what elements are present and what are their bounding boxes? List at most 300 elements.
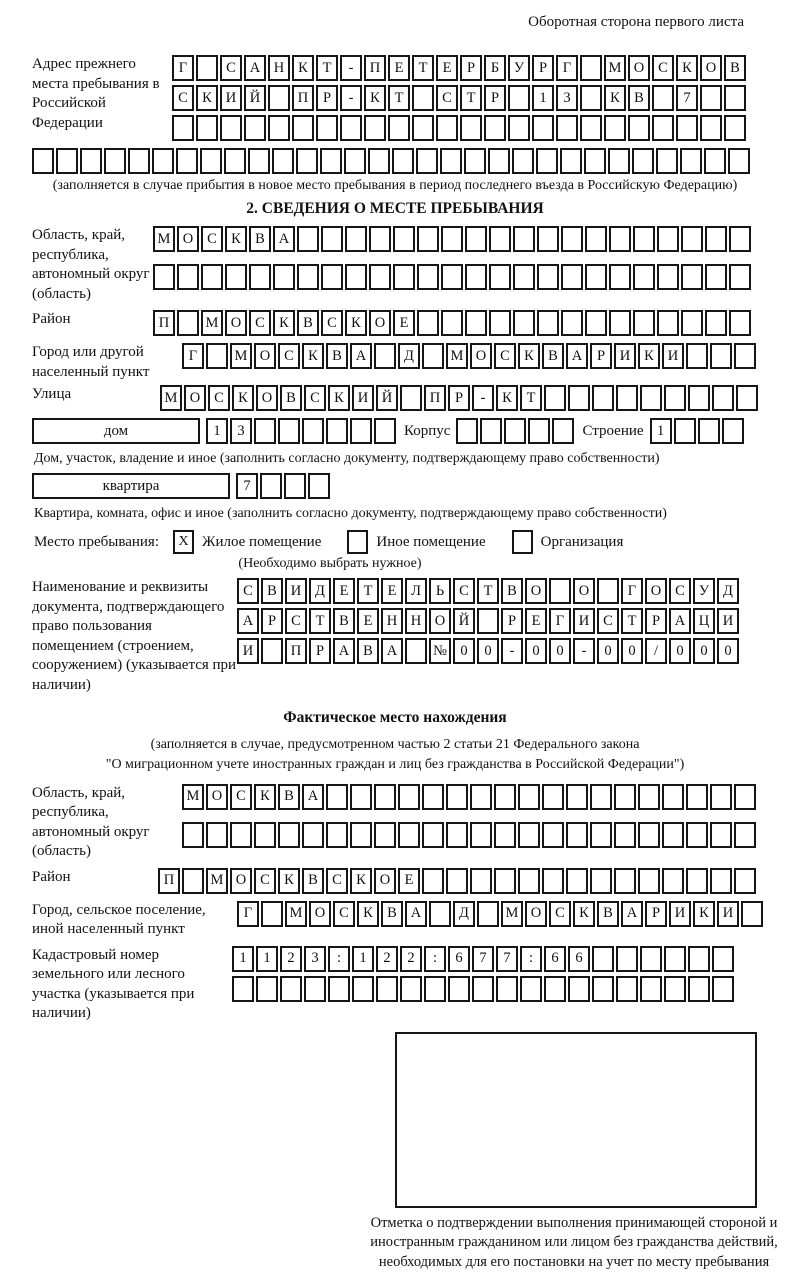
- char-box[interactable]: О: [309, 901, 331, 927]
- char-box[interactable]: [609, 310, 631, 336]
- char-box[interactable]: [494, 868, 516, 894]
- char-box[interactable]: Е: [357, 608, 379, 634]
- char-box[interactable]: К: [364, 85, 386, 111]
- char-box[interactable]: [568, 385, 590, 411]
- char-box[interactable]: [448, 976, 470, 1002]
- char-box[interactable]: [700, 115, 722, 141]
- char-box[interactable]: [686, 784, 708, 810]
- char-box[interactable]: [244, 115, 266, 141]
- char-box[interactable]: 3: [556, 85, 578, 111]
- char-box[interactable]: [729, 310, 751, 336]
- char-box[interactable]: [297, 264, 319, 290]
- char-box[interactable]: [616, 385, 638, 411]
- char-box[interactable]: [710, 343, 732, 369]
- char-box[interactable]: [710, 784, 732, 810]
- char-box[interactable]: [704, 148, 726, 174]
- char-box[interactable]: [537, 264, 559, 290]
- char-box[interactable]: [374, 784, 396, 810]
- char-box[interactable]: [196, 55, 218, 81]
- char-box[interactable]: [352, 976, 374, 1002]
- char-box[interactable]: [705, 310, 727, 336]
- char-box[interactable]: С: [436, 85, 458, 111]
- char-box[interactable]: В: [597, 901, 619, 927]
- char-box[interactable]: [712, 946, 734, 972]
- char-box[interactable]: [374, 418, 396, 444]
- char-box[interactable]: М: [230, 343, 252, 369]
- char-box[interactable]: [254, 418, 276, 444]
- char-box[interactable]: [376, 976, 398, 1002]
- char-box[interactable]: [656, 148, 678, 174]
- char-box[interactable]: Н: [268, 55, 290, 81]
- char-box[interactable]: [182, 868, 204, 894]
- char-box[interactable]: 6: [448, 946, 470, 972]
- char-box[interactable]: А: [669, 608, 691, 634]
- char-box[interactable]: [542, 784, 564, 810]
- char-box[interactable]: 7: [676, 85, 698, 111]
- char-box[interactable]: 0: [669, 638, 691, 664]
- char-box[interactable]: [350, 822, 372, 848]
- char-box[interactable]: М: [446, 343, 468, 369]
- char-box[interactable]: Е: [388, 55, 410, 81]
- char-box[interactable]: [268, 115, 290, 141]
- char-box[interactable]: 7: [496, 946, 518, 972]
- char-box[interactable]: -: [501, 638, 523, 664]
- char-box[interactable]: 2: [280, 946, 302, 972]
- char-box[interactable]: П: [158, 868, 180, 894]
- char-box[interactable]: [544, 976, 566, 1002]
- char-box[interactable]: [556, 115, 578, 141]
- char-box[interactable]: [566, 868, 588, 894]
- char-box[interactable]: А: [302, 784, 324, 810]
- char-box[interactable]: [422, 822, 444, 848]
- char-box[interactable]: [230, 822, 252, 848]
- char-box[interactable]: В: [297, 310, 319, 336]
- char-box[interactable]: Р: [484, 85, 506, 111]
- char-box[interactable]: [429, 901, 451, 927]
- char-box[interactable]: [616, 946, 638, 972]
- char-box[interactable]: К: [292, 55, 314, 81]
- char-box[interactable]: [686, 868, 708, 894]
- char-box[interactable]: [369, 226, 391, 252]
- char-box[interactable]: О: [470, 343, 492, 369]
- char-box[interactable]: [201, 264, 223, 290]
- char-box[interactable]: [729, 264, 751, 290]
- char-box[interactable]: [616, 976, 638, 1002]
- char-box[interactable]: А: [333, 638, 355, 664]
- char-box[interactable]: К: [345, 310, 367, 336]
- char-box[interactable]: [568, 976, 590, 1002]
- char-box[interactable]: [609, 264, 631, 290]
- char-box[interactable]: К: [357, 901, 379, 927]
- char-box[interactable]: [321, 226, 343, 252]
- char-box[interactable]: Т: [520, 385, 542, 411]
- char-box[interactable]: [232, 976, 254, 1002]
- char-box[interactable]: [705, 226, 727, 252]
- char-box[interactable]: [585, 310, 607, 336]
- char-box[interactable]: 6: [568, 946, 590, 972]
- char-box[interactable]: [153, 264, 175, 290]
- char-box[interactable]: [513, 310, 535, 336]
- char-box[interactable]: 0: [549, 638, 571, 664]
- char-box[interactable]: [350, 418, 372, 444]
- char-box[interactable]: [681, 264, 703, 290]
- char-box[interactable]: [340, 115, 362, 141]
- char-box[interactable]: [585, 226, 607, 252]
- char-box[interactable]: [549, 578, 571, 604]
- char-box[interactable]: [374, 822, 396, 848]
- char-box[interactable]: О: [230, 868, 252, 894]
- char-box[interactable]: [488, 148, 510, 174]
- char-box[interactable]: [412, 115, 434, 141]
- char-box[interactable]: Е: [381, 578, 403, 604]
- char-box[interactable]: [712, 976, 734, 1002]
- char-box[interactable]: 0: [717, 638, 739, 664]
- char-box[interactable]: [664, 385, 686, 411]
- char-box[interactable]: К: [518, 343, 540, 369]
- char-box[interactable]: [364, 115, 386, 141]
- char-box[interactable]: 1: [650, 418, 672, 444]
- char-box[interactable]: [561, 310, 583, 336]
- char-box[interactable]: С: [669, 578, 691, 604]
- char-box[interactable]: [400, 976, 422, 1002]
- char-box[interactable]: О: [225, 310, 247, 336]
- char-box[interactable]: [638, 822, 660, 848]
- char-box[interactable]: [614, 822, 636, 848]
- char-box[interactable]: Т: [388, 85, 410, 111]
- char-box[interactable]: [261, 901, 283, 927]
- char-box[interactable]: П: [153, 310, 175, 336]
- char-box[interactable]: [304, 976, 326, 1002]
- char-box[interactable]: [688, 946, 710, 972]
- char-box[interactable]: [680, 148, 702, 174]
- char-box[interactable]: Т: [357, 578, 379, 604]
- char-box[interactable]: [662, 784, 684, 810]
- char-box[interactable]: [741, 901, 763, 927]
- char-box[interactable]: [248, 148, 270, 174]
- char-box[interactable]: [638, 868, 660, 894]
- char-box[interactable]: [224, 148, 246, 174]
- char-box[interactable]: [609, 226, 631, 252]
- char-box[interactable]: 7: [472, 946, 494, 972]
- char-box[interactable]: Е: [393, 310, 415, 336]
- char-box[interactable]: [508, 85, 530, 111]
- char-box[interactable]: 2: [376, 946, 398, 972]
- char-box[interactable]: [256, 976, 278, 1002]
- char-box[interactable]: [734, 822, 756, 848]
- char-box[interactable]: Е: [398, 868, 420, 894]
- char-box[interactable]: М: [501, 901, 523, 927]
- char-box[interactable]: В: [381, 901, 403, 927]
- char-box[interactable]: [513, 226, 535, 252]
- char-box[interactable]: [528, 418, 550, 444]
- inoe-checkbox[interactable]: [347, 530, 368, 554]
- char-box[interactable]: [597, 578, 619, 604]
- char-box[interactable]: [489, 226, 511, 252]
- char-box[interactable]: [560, 148, 582, 174]
- char-box[interactable]: [416, 148, 438, 174]
- char-box[interactable]: [344, 148, 366, 174]
- char-box[interactable]: П: [285, 638, 307, 664]
- char-box[interactable]: [446, 822, 468, 848]
- char-box[interactable]: [369, 264, 391, 290]
- char-box[interactable]: [392, 148, 414, 174]
- char-box[interactable]: [681, 310, 703, 336]
- char-box[interactable]: В: [278, 784, 300, 810]
- char-box[interactable]: [249, 264, 271, 290]
- char-box[interactable]: 3: [304, 946, 326, 972]
- char-box[interactable]: 0: [453, 638, 475, 664]
- char-box[interactable]: [664, 976, 686, 1002]
- char-box[interactable]: В: [326, 343, 348, 369]
- char-box[interactable]: К: [328, 385, 350, 411]
- char-box[interactable]: [480, 418, 502, 444]
- char-box[interactable]: [542, 822, 564, 848]
- char-box[interactable]: :: [328, 946, 350, 972]
- char-box[interactable]: В: [501, 578, 523, 604]
- char-box[interactable]: [220, 115, 242, 141]
- char-box[interactable]: [676, 115, 698, 141]
- char-box[interactable]: [326, 418, 348, 444]
- char-box[interactable]: Й: [376, 385, 398, 411]
- char-box[interactable]: Р: [501, 608, 523, 634]
- char-box[interactable]: [460, 115, 482, 141]
- char-box[interactable]: М: [206, 868, 228, 894]
- char-box[interactable]: Ь: [429, 578, 451, 604]
- char-box[interactable]: [345, 264, 367, 290]
- char-box[interactable]: [456, 418, 478, 444]
- char-box[interactable]: 0: [621, 638, 643, 664]
- char-box[interactable]: [592, 946, 614, 972]
- char-box[interactable]: [698, 418, 720, 444]
- char-box[interactable]: Р: [645, 608, 667, 634]
- char-box[interactable]: [734, 868, 756, 894]
- char-box[interactable]: 1: [352, 946, 374, 972]
- char-box[interactable]: [590, 822, 612, 848]
- char-box[interactable]: [284, 473, 306, 499]
- char-box[interactable]: [657, 264, 679, 290]
- char-box[interactable]: [268, 85, 290, 111]
- char-box[interactable]: И: [573, 608, 595, 634]
- char-box[interactable]: [590, 868, 612, 894]
- char-box[interactable]: [544, 385, 566, 411]
- char-box[interactable]: [326, 784, 348, 810]
- char-box[interactable]: Д: [309, 578, 331, 604]
- char-box[interactable]: :: [520, 946, 542, 972]
- char-box[interactable]: Р: [645, 901, 667, 927]
- char-box[interactable]: [388, 115, 410, 141]
- char-box[interactable]: [552, 418, 574, 444]
- organizatsiya-checkbox[interactable]: [512, 530, 533, 554]
- char-box[interactable]: О: [645, 578, 667, 604]
- char-box[interactable]: [56, 148, 78, 174]
- char-box[interactable]: С: [333, 901, 355, 927]
- char-box[interactable]: С: [237, 578, 259, 604]
- char-box[interactable]: [518, 784, 540, 810]
- char-box[interactable]: [446, 868, 468, 894]
- char-box[interactable]: [280, 976, 302, 1002]
- char-box[interactable]: [260, 473, 282, 499]
- char-box[interactable]: [681, 226, 703, 252]
- char-box[interactable]: Е: [525, 608, 547, 634]
- char-box[interactable]: К: [232, 385, 254, 411]
- zhiloe-checkbox[interactable]: X: [173, 530, 194, 554]
- char-box[interactable]: [393, 226, 415, 252]
- char-box[interactable]: О: [525, 901, 547, 927]
- char-box[interactable]: [128, 148, 150, 174]
- char-box[interactable]: [405, 638, 427, 664]
- char-box[interactable]: 3: [230, 418, 252, 444]
- char-box[interactable]: [417, 226, 439, 252]
- char-box[interactable]: [640, 946, 662, 972]
- char-box[interactable]: [592, 976, 614, 1002]
- char-box[interactable]: И: [220, 85, 242, 111]
- char-box[interactable]: [590, 784, 612, 810]
- char-box[interactable]: [436, 115, 458, 141]
- char-box[interactable]: К: [196, 85, 218, 111]
- char-box[interactable]: [536, 148, 558, 174]
- char-box[interactable]: 1: [256, 946, 278, 972]
- char-box[interactable]: [350, 784, 372, 810]
- char-box[interactable]: О: [254, 343, 276, 369]
- char-box[interactable]: [628, 115, 650, 141]
- char-box[interactable]: Т: [477, 578, 499, 604]
- char-box[interactable]: [477, 901, 499, 927]
- char-box[interactable]: [308, 473, 330, 499]
- char-box[interactable]: [580, 115, 602, 141]
- char-box[interactable]: С: [201, 226, 223, 252]
- char-box[interactable]: М: [160, 385, 182, 411]
- char-box[interactable]: Д: [398, 343, 420, 369]
- char-box[interactable]: -: [573, 638, 595, 664]
- char-box[interactable]: [710, 868, 732, 894]
- char-box[interactable]: [688, 385, 710, 411]
- char-box[interactable]: [561, 226, 583, 252]
- char-box[interactable]: [326, 822, 348, 848]
- char-box[interactable]: С: [597, 608, 619, 634]
- char-box[interactable]: Е: [333, 578, 355, 604]
- char-box[interactable]: [254, 822, 276, 848]
- char-box[interactable]: У: [508, 55, 530, 81]
- char-box[interactable]: [580, 55, 602, 81]
- char-box[interactable]: 7: [236, 473, 258, 499]
- char-box[interactable]: [674, 418, 696, 444]
- char-box[interactable]: [400, 385, 422, 411]
- char-box[interactable]: И: [237, 638, 259, 664]
- char-box[interactable]: П: [364, 55, 386, 81]
- char-box[interactable]: [417, 310, 439, 336]
- char-box[interactable]: [518, 868, 540, 894]
- char-box[interactable]: /: [645, 638, 667, 664]
- char-box[interactable]: [664, 946, 686, 972]
- char-box[interactable]: Р: [460, 55, 482, 81]
- char-box[interactable]: [272, 148, 294, 174]
- char-box[interactable]: П: [424, 385, 446, 411]
- char-box[interactable]: С: [172, 85, 194, 111]
- char-box[interactable]: М: [153, 226, 175, 252]
- char-box[interactable]: Р: [316, 85, 338, 111]
- char-box[interactable]: К: [278, 868, 300, 894]
- char-box[interactable]: В: [333, 608, 355, 634]
- char-box[interactable]: [278, 822, 300, 848]
- char-box[interactable]: И: [614, 343, 636, 369]
- char-box[interactable]: [638, 784, 660, 810]
- char-box[interactable]: О: [573, 578, 595, 604]
- char-box[interactable]: П: [292, 85, 314, 111]
- char-box[interactable]: -: [472, 385, 494, 411]
- char-box[interactable]: [566, 822, 588, 848]
- char-box[interactable]: В: [302, 868, 324, 894]
- char-box[interactable]: [422, 784, 444, 810]
- char-box[interactable]: [465, 226, 487, 252]
- char-box[interactable]: К: [604, 85, 626, 111]
- char-box[interactable]: С: [549, 901, 571, 927]
- char-box[interactable]: К: [273, 310, 295, 336]
- char-box[interactable]: [446, 784, 468, 810]
- char-box[interactable]: [728, 148, 750, 174]
- char-box[interactable]: [320, 148, 342, 174]
- char-box[interactable]: [172, 115, 194, 141]
- char-box[interactable]: [513, 264, 535, 290]
- char-box[interactable]: И: [352, 385, 374, 411]
- char-box[interactable]: [292, 115, 314, 141]
- char-box[interactable]: [464, 148, 486, 174]
- char-box[interactable]: Е: [436, 55, 458, 81]
- char-box[interactable]: Р: [448, 385, 470, 411]
- char-box[interactable]: :: [424, 946, 446, 972]
- char-box[interactable]: [472, 976, 494, 1002]
- char-box[interactable]: 0: [525, 638, 547, 664]
- char-box[interactable]: В: [249, 226, 271, 252]
- char-box[interactable]: [532, 115, 554, 141]
- char-box[interactable]: Ц: [693, 608, 715, 634]
- char-box[interactable]: [494, 822, 516, 848]
- char-box[interactable]: [80, 148, 102, 174]
- char-box[interactable]: С: [220, 55, 242, 81]
- char-box[interactable]: С: [321, 310, 343, 336]
- char-box[interactable]: 0: [477, 638, 499, 664]
- char-box[interactable]: М: [182, 784, 204, 810]
- char-box[interactable]: [518, 822, 540, 848]
- char-box[interactable]: [724, 115, 746, 141]
- char-box[interactable]: Г: [621, 578, 643, 604]
- char-box[interactable]: [477, 608, 499, 634]
- char-box[interactable]: [321, 264, 343, 290]
- char-box[interactable]: 1: [232, 946, 254, 972]
- char-box[interactable]: [566, 784, 588, 810]
- char-box[interactable]: О: [206, 784, 228, 810]
- char-box[interactable]: [608, 148, 630, 174]
- char-box[interactable]: Н: [381, 608, 403, 634]
- char-box[interactable]: [633, 226, 655, 252]
- char-box[interactable]: С: [254, 868, 276, 894]
- char-box[interactable]: О: [525, 578, 547, 604]
- char-box[interactable]: [734, 343, 756, 369]
- char-box[interactable]: С: [249, 310, 271, 336]
- char-box[interactable]: С: [453, 578, 475, 604]
- char-box[interactable]: [206, 822, 228, 848]
- char-box[interactable]: [206, 343, 228, 369]
- char-box[interactable]: -: [340, 85, 362, 111]
- char-box[interactable]: [688, 976, 710, 1002]
- char-box[interactable]: М: [201, 310, 223, 336]
- char-box[interactable]: Р: [590, 343, 612, 369]
- char-box[interactable]: [633, 264, 655, 290]
- char-box[interactable]: М: [604, 55, 626, 81]
- char-box[interactable]: [470, 868, 492, 894]
- char-box[interactable]: Г: [182, 343, 204, 369]
- char-box[interactable]: [736, 385, 758, 411]
- char-box[interactable]: [686, 822, 708, 848]
